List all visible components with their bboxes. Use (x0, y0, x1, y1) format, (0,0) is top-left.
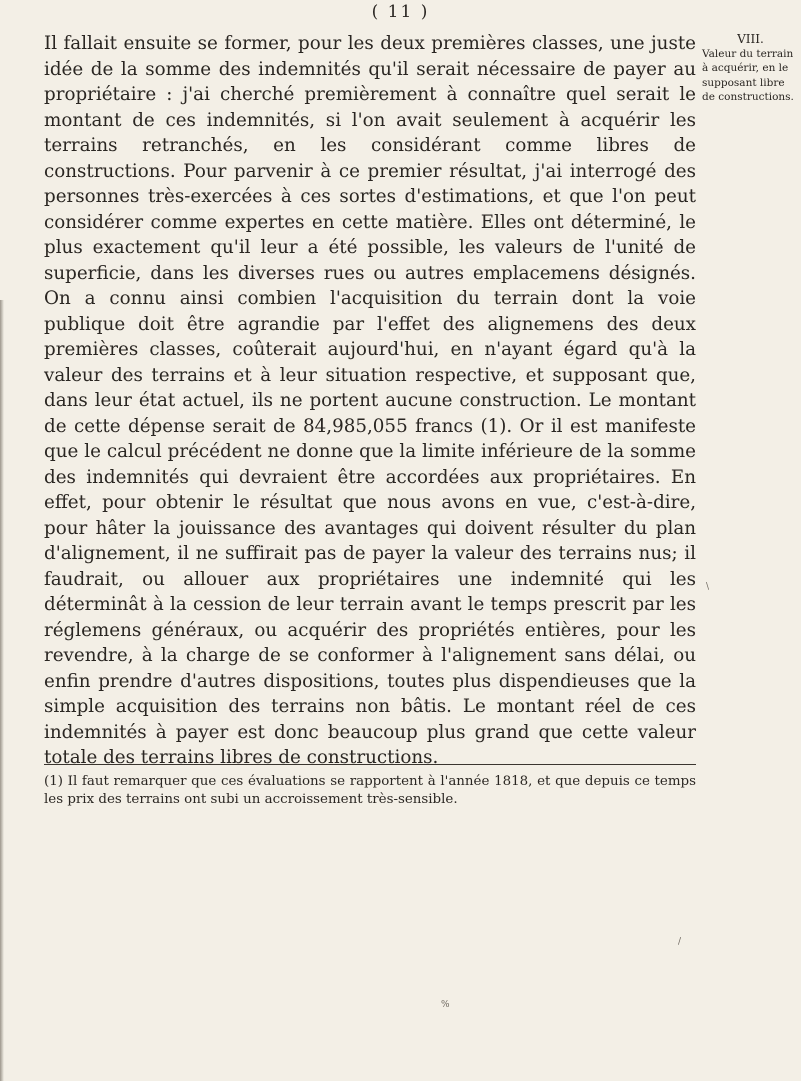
stray-mark: \ (706, 582, 710, 592)
footnote-rule (44, 764, 696, 765)
stray-mark: / (678, 937, 682, 947)
page-edge-shadow (0, 300, 4, 1081)
margin-note (702, 32, 799, 105)
margin-note-text: Valeur du terrain à acquérir, en le supposant libre de constructions. (702, 47, 794, 103)
page-number: ( 11 ) (371, 2, 430, 22)
footnote: (1) Il faut remarquer que ces évaluations se rapportent à l'année 1818, et que depuis ce temps les prix des terrains ont subi un accroissement très-sensible. (44, 774, 696, 807)
stray-mark: % (441, 1000, 450, 1010)
margin-section-number: VIII. (737, 32, 764, 46)
main-paragraph: Il fallait ensuite se former, pour les deux premières classes, une juste idée de la somme des indemnités qu'il serait nécessaire de payer au propriétaire : j'ai cherché premièrement à connaître quel serait le montant de ces indemnités, si l'on avait seulement à acquérir les terrains retranchés, en les considérant comme libres de constructions. Pour parvenir à ce premier résultat, j'ai interrogé des personnes très-exercées à ces sortes d'estimations, et que l'on peut considérer comme expertes en cette matière. Elles ont déterminé, le plus exactement qu'il leur a été possible, les valeurs de l'unité de superficie, dans les diverses rues ou autres emplacemens désignés. On a connu ainsi combien l'acquisition du terrain dont la voie publique doit être agrandie par l'effet des alignemens des deux premières classes, coûterait aujourd'hui, en n'ayant égard qu'à la valeur des terrains et à leur situation respective, et supposant que, dans leur état actuel, ils ne portent aucune construction. Le montant de cette dépense serait de 84,985,055 francs (1). Or il est manifeste que le calcul précédent ne donne que la limite inférieure de la somme des indemnités qui devraient être accordées aux propriétaires. En effet, pour obtenir le résultat que nous avons en vue, c'est-à-dire, pour hâter la jouissance des avantages qui doivent résulter du plan d'alignement, il ne suffirait pas de payer la valeur des terrains nus; il faudrait, ou allouer aux propriétaires une indemnité qui les déterminât à la cession de leur terrain avant le temps prescrit par les réglemens généraux, ou acquérir des propriétés entières, pour les revendre, à la charge de se conformer à l'alignement sans délai, ou enfin prendre d'autres dispositions, toutes plus dispendieuses que la simple acquisition des terrains non bâtis. Le montant réel de ces indemnités à payer est donc beaucoup plus grand que cette valeur totale des terrains libres de constructions. (44, 33, 696, 768)
